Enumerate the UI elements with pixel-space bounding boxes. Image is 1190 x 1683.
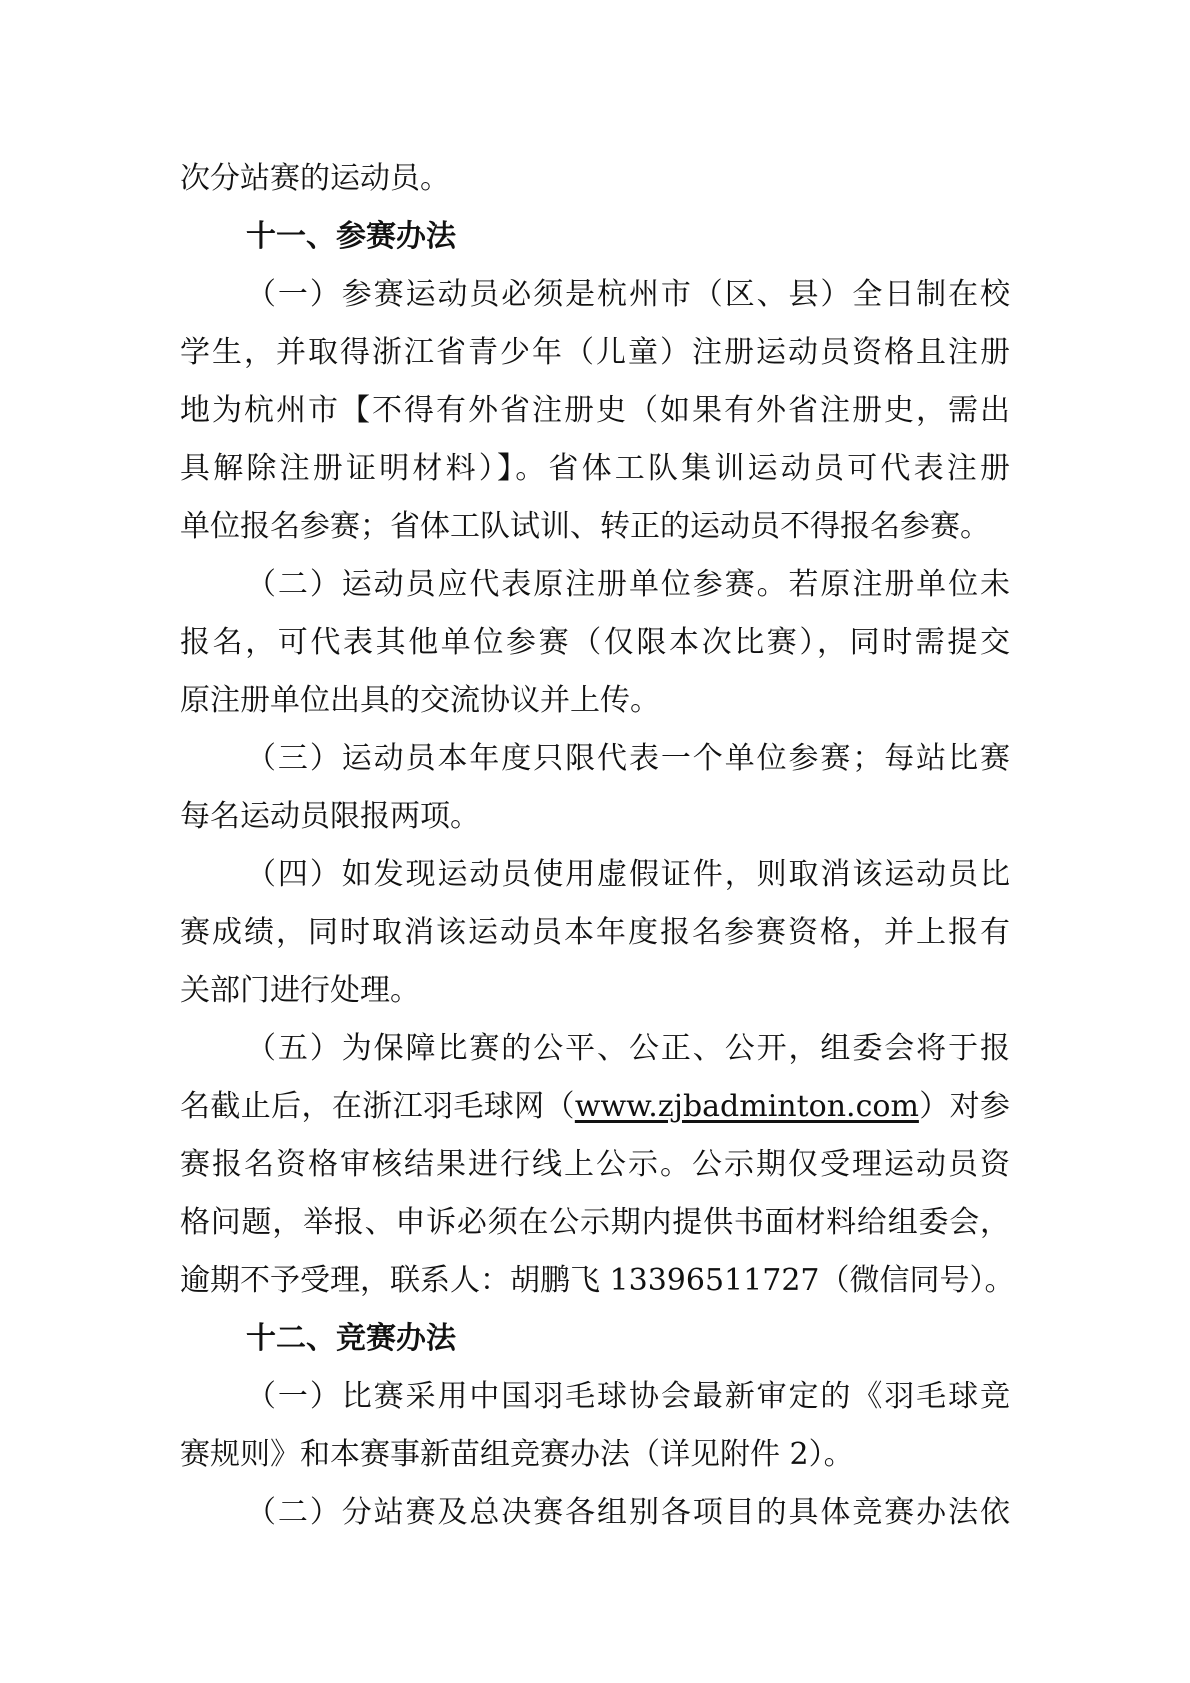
text-line: 次分站赛的运动员。 — [180, 161, 450, 196]
section-11-item-3 — [180, 730, 1010, 846]
text-line: （二）运动员应代表原注册单位参赛。若原注册单位未 — [246, 567, 1010, 602]
section-11-item-4 — [180, 846, 1010, 1020]
document-body — [180, 150, 1015, 1542]
text-line: 赛成绩，同时取消该运动员本年度报名参赛资格，并上报有 — [180, 915, 1010, 950]
text-line: 赛报名资格审核结果进行线上公示。公示期仅受理运动员资 — [180, 1147, 1010, 1182]
text-line: 赛规则》和本赛事新苗组竞赛办法（详见附件 2）。 — [180, 1437, 854, 1472]
text-line: 具解除注册证明材料）】。省体工队集训运动员可代表注册 — [180, 451, 1010, 486]
text-fragment: 名截止后，在浙江羽毛球网（ — [180, 1089, 575, 1124]
section-11-item-5 — [180, 1020, 1015, 1310]
section-11-item-2 — [180, 556, 1010, 730]
text-line: （二）分站赛及总决赛各组别各项目的具体竞赛办法依 — [246, 1495, 1010, 1530]
text-line: 逾期不予受理，联系人：胡鹏飞 13396511727（微信同号）。 — [180, 1263, 1015, 1298]
website-link[interactable]: www.zjbadminton.com — [574, 1089, 919, 1124]
text-line: （四）如发现运动员使用虚假证件，则取消该运动员比 — [246, 857, 1010, 892]
text-line: （一）参赛运动员必须是杭州市（区、县）全日制在校 — [246, 277, 1010, 312]
text-line: （五）为保障比赛的公平、公正、公开，组委会将于报 — [246, 1031, 1010, 1066]
paragraph-continuation — [180, 150, 1010, 208]
text-line: （一）比赛采用中国羽毛球协会最新审定的《羽毛球竞 — [246, 1379, 1010, 1414]
text-line — [180, 1078, 1010, 1136]
section-heading-11: 十一、参赛办法 — [246, 219, 456, 254]
text-fragment: ）对参 — [918, 1089, 1011, 1124]
text-line: 原注册单位出具的交流协议并上传。 — [180, 683, 660, 718]
text-line: 格问题，举报、申诉必须在公示期内提供书面材料给组委会， — [180, 1205, 1010, 1240]
section-heading-12: 十二、竞赛办法 — [246, 1321, 456, 1356]
text-line: 每名运动员限报两项。 — [180, 799, 480, 834]
text-line: 学生，并取得浙江省青少年（儿童）注册运动员资格且注册 — [180, 335, 1010, 370]
text-line: 关部门进行处理。 — [180, 973, 420, 1008]
section-12-item-1 — [180, 1368, 1010, 1484]
text-line: 报名，可代表其他单位参赛（仅限本次比赛），同时需提交 — [180, 625, 1010, 660]
section-11-item-1 — [180, 266, 1010, 556]
section-12-item-2 — [180, 1484, 1010, 1542]
text-line: 地为杭州市【不得有外省注册史（如果有外省注册史，需出 — [180, 393, 1010, 428]
text-line: （三）运动员本年度只限代表一个单位参赛；每站比赛 — [246, 741, 1010, 776]
text-line: 单位报名参赛；省体工队试训、转正的运动员不得报名参赛。 — [180, 509, 990, 544]
